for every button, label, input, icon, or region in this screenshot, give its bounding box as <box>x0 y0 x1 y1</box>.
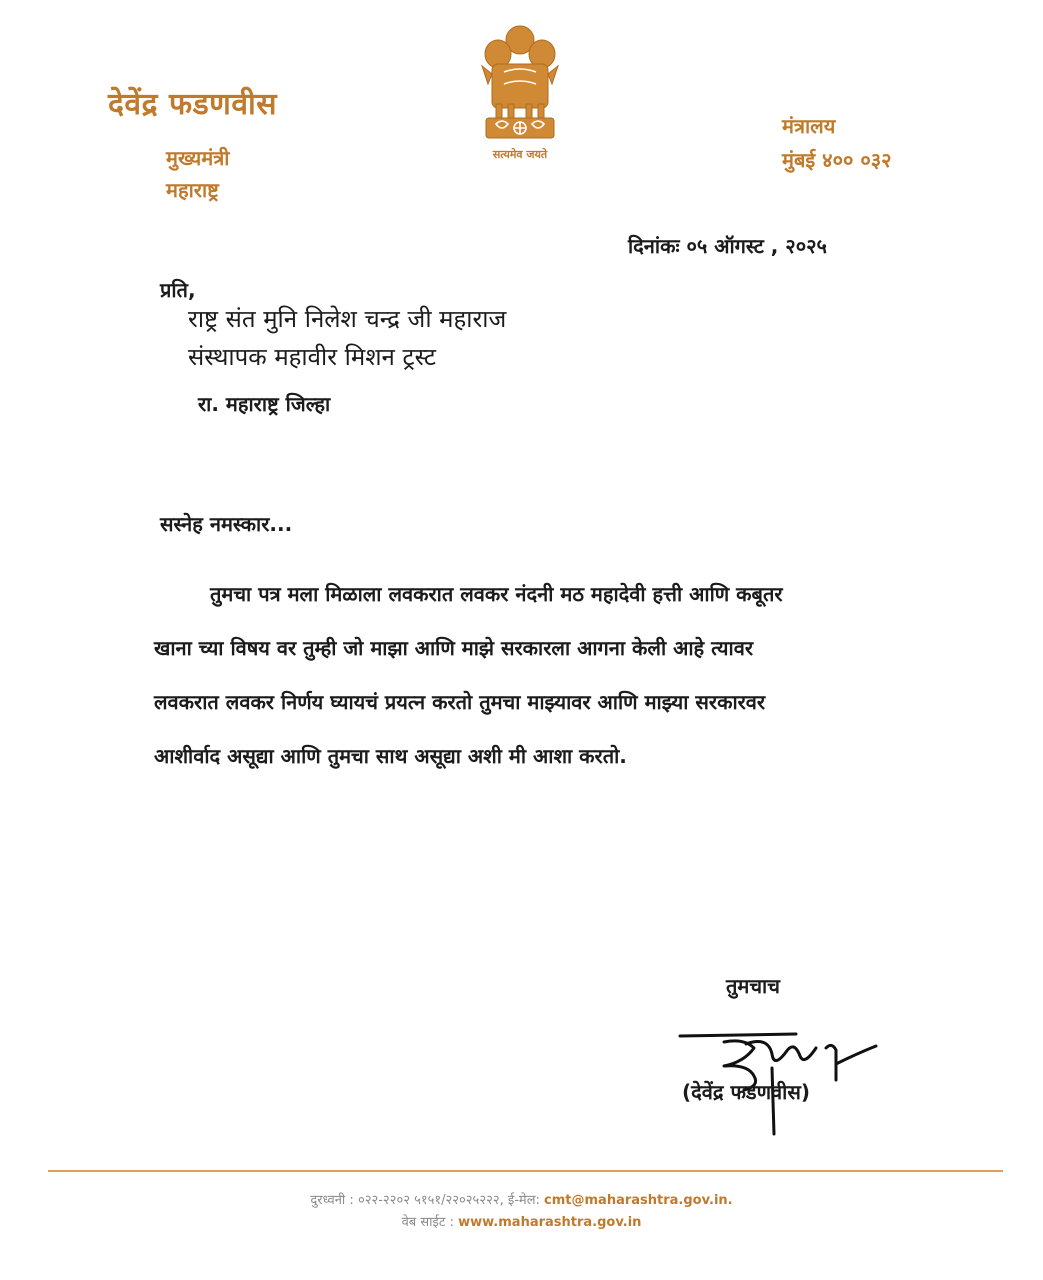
office-city: मुंबई ४०० ०३२ <box>782 148 892 172</box>
phone-label: दुरध्वनी : <box>310 1193 354 1208</box>
footer-divider <box>48 1170 1003 1172</box>
letterhead-name: देवेंद्र फडणवीस <box>108 87 278 122</box>
national-emblem-icon <box>470 14 570 164</box>
footer-contact <box>0 1190 1043 1208</box>
website-link[interactable]: www.maharashtra.gov.in <box>458 1215 642 1230</box>
recipient-prefix: प्रति, <box>160 278 196 302</box>
letterhead-designation: मुख्यमंत्री <box>166 146 230 170</box>
letter-date: दिनांकः ०५ ऑगस्ट , २०२५ <box>628 234 827 258</box>
email-link[interactable]: cmt@maharashtra.gov.in. <box>544 1193 733 1208</box>
body-line: खाना च्या विषय वर तुम्ही जो माझा आणि माझे सरकारला आगना केली आहे त्यावर <box>154 636 754 660</box>
greeting: सस्नेह नमस्कार... <box>160 512 293 536</box>
recipient-name: राष्ट्र संत मुनि निलेश चन्द्र जी महाराज <box>188 305 507 333</box>
closing: तुमचाच <box>726 974 780 998</box>
body-line: आशीर्वाद असूद्या आणि तुमचा साथ असूद्या अशी मी आशा करतो. <box>154 744 627 768</box>
emblem-motto: सत्यमेव जयते <box>492 148 548 161</box>
phone-value: ०२२-२२०२ ५१५१/२२०२५२२२, ई-मेल: <box>357 1193 540 1208</box>
letterhead-state: महाराष्ट्र <box>166 178 219 202</box>
signatory-name: (देवेंद्र फडणवीस) <box>682 1080 811 1104</box>
recipient-title: संस्थापक महावीर मिशन ट्रस्ट <box>188 343 437 371</box>
footer-website <box>0 1212 1043 1230</box>
recipient-place: रा. महाराष्ट्र जिल्हा <box>198 392 331 416</box>
website-label: वेब साईट : <box>401 1215 454 1230</box>
body-line: लवकरात लवकर निर्णय घ्यायचं प्रयत्न करतो तुमचा माझ्यावर आणि माझ्या सरकारवर <box>154 690 766 714</box>
body-line: तुमचा पत्र मला मिळाला लवकरात लवकर नंदनी मठ महादेवी हत्ती आणि कबूतर <box>210 582 783 606</box>
office-name: मंत्रालय <box>782 114 836 138</box>
